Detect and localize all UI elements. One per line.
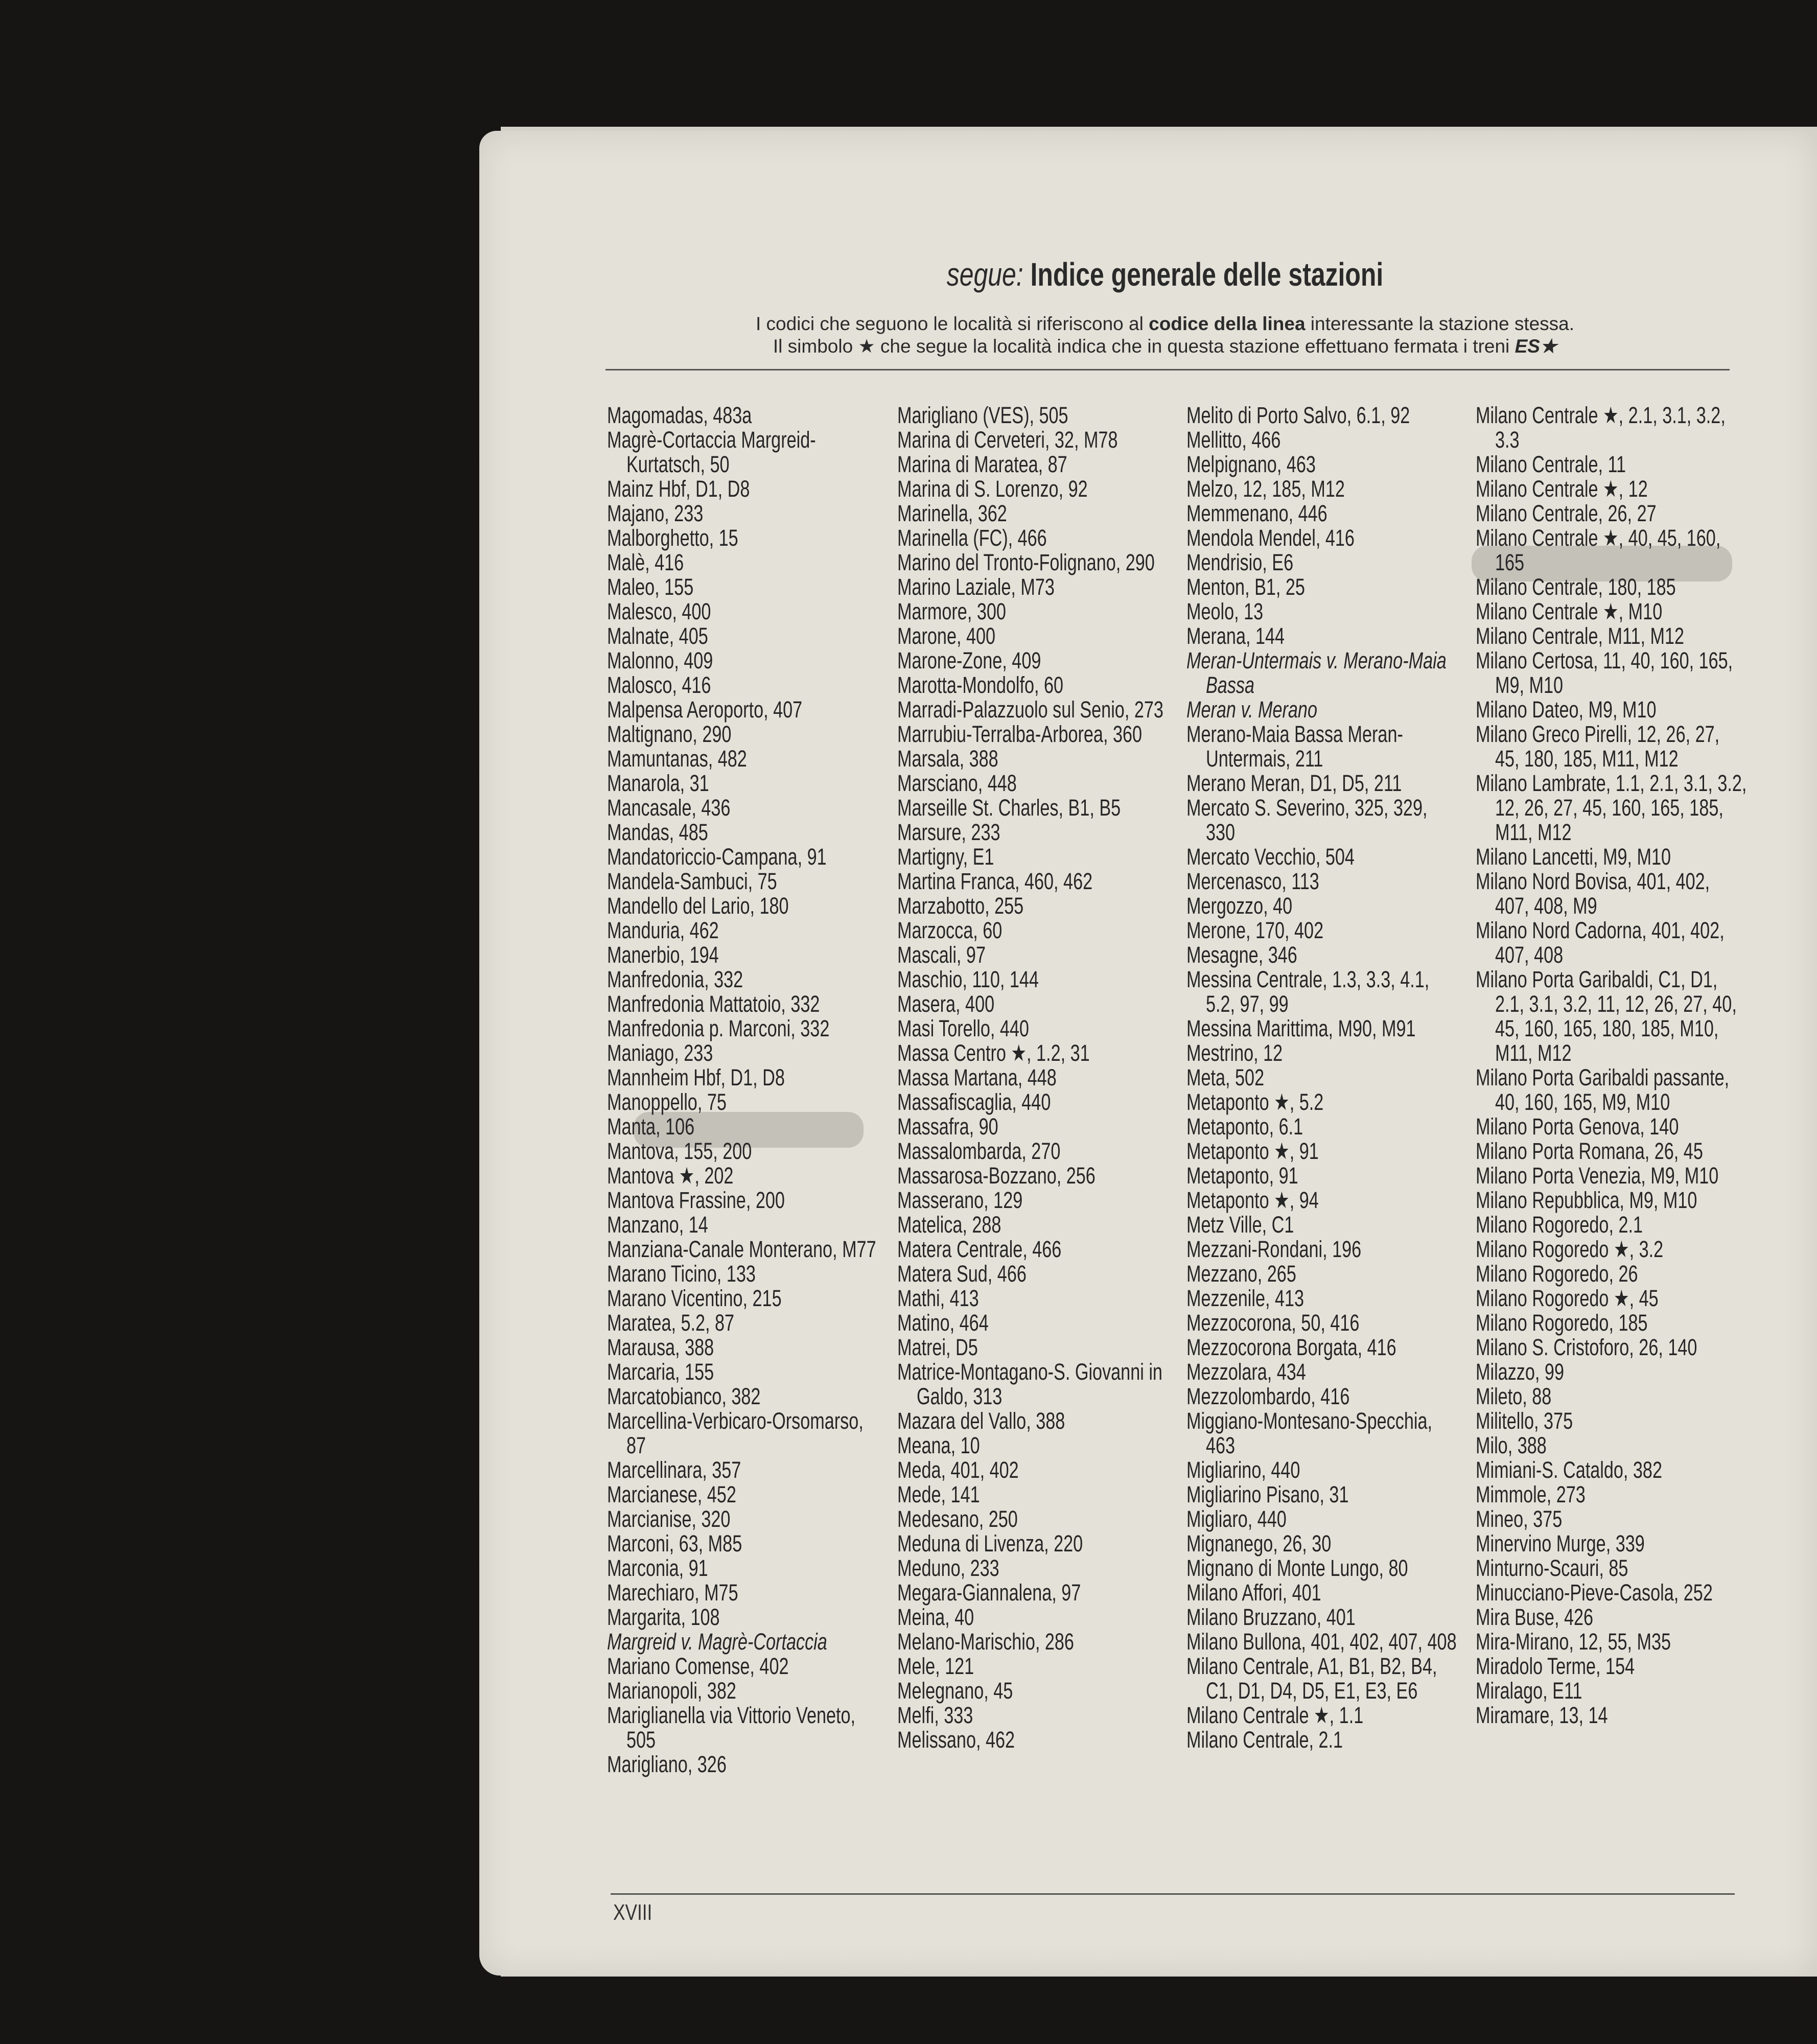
index-column-2: [897, 402, 1163, 1753]
index-entry: Milano Affori, 401: [1186, 1580, 1321, 1606]
index-entry: Militello, 375: [1476, 1408, 1573, 1434]
index-column-1: [607, 402, 876, 1777]
index-entry: Migliaro, 440: [1186, 1506, 1287, 1532]
index-entry: Mariglianella via Vittorio Veneto, 505: [607, 1702, 856, 1753]
index-entry: Marcellina-Verbicaro-Orsomarso, 87: [607, 1408, 864, 1458]
index-entry: Malonno, 409: [607, 647, 713, 673]
index-entry: Mercato S. Severino, 325, 329, 330: [1186, 795, 1428, 845]
index-entry: Mandas, 485: [607, 819, 708, 845]
index-entry: Marcianese, 452: [607, 1481, 736, 1507]
index-entry: Milano Rogoredo, 185: [1476, 1310, 1648, 1336]
index-entry: Matrei, D5: [897, 1334, 978, 1360]
index-entry: Milano Centrale ★, 40, 45, 160, 165: [1476, 525, 1721, 575]
index-entry: Massalombarda, 270: [897, 1138, 1061, 1164]
index-entry: Manfredonia Mattatoio, 332: [607, 991, 820, 1017]
index-entry: Milano Centrale, 2.1: [1186, 1727, 1343, 1753]
index-entry: Marzocca, 60: [897, 917, 1003, 943]
index-entry: Marsala, 388: [897, 746, 998, 772]
index-entry: Meana, 10: [897, 1432, 980, 1458]
index-entry: Masera, 400: [897, 991, 995, 1017]
index-entry: Mesagne, 346: [1186, 942, 1297, 968]
index-entry: Mendola Mendel, 416: [1186, 525, 1355, 551]
index-entry: Matino, 464: [897, 1310, 989, 1336]
index-entry: Marcaria, 155: [607, 1359, 714, 1385]
index-entry: Malosco, 416: [607, 672, 711, 698]
index-entry: Manziana-Canale Monterano, M77: [607, 1236, 876, 1262]
index-entry: Margarita, 108: [607, 1604, 720, 1630]
index-entry: Milano Rogoredo, 26: [1476, 1261, 1638, 1287]
index-entry: Marino Laziale, M73: [897, 574, 1055, 600]
index-entry: Milano Centrale, 180, 185: [1476, 574, 1676, 600]
index-entry: Milano Centrale ★, 12: [1476, 476, 1648, 502]
index-entry: Metaponto, 91: [1186, 1163, 1298, 1189]
index-entry: Merano-Maia Bassa Meran-Untermais, 211: [1186, 721, 1403, 772]
index-entry: Mantova Frassine, 200: [607, 1187, 785, 1213]
index-entry: Mantova ★, 202: [607, 1163, 734, 1189]
index-entry: Martina Franca, 460, 462: [897, 868, 1093, 894]
index-entry: Miramare, 13, 14: [1476, 1702, 1608, 1728]
index-entry: Milano Rogoredo, 2.1: [1476, 1212, 1643, 1238]
index-entry: Maratea, 5.2, 87: [607, 1310, 735, 1336]
index-entry: Milano Centrale, A1, B1, B2, B4, C1, D1, D4, D5, E1, E3, E6: [1186, 1653, 1437, 1704]
index-entry: Marinella (FC), 466: [897, 525, 1047, 551]
index-entry: Manerbio, 194: [607, 942, 719, 968]
index-entry: Milano Certosa, 11, 40, 160, 165, M9, M10: [1476, 647, 1733, 698]
index-entry: Milano S. Cristoforo, 26, 140: [1476, 1334, 1697, 1360]
index-entry: Mezzani-Rondani, 196: [1186, 1236, 1362, 1262]
index-entry: Marianopoli, 382: [607, 1678, 736, 1704]
index-entry: Melzo, 12, 185, M12: [1186, 476, 1345, 502]
index-entry: Minervino Murge, 339: [1476, 1530, 1645, 1557]
index-entry: Milano Repubblica, M9, M10: [1476, 1187, 1697, 1213]
index-entry: Milazzo, 99: [1476, 1359, 1564, 1385]
index-entry: Milano Rogoredo ★, 45: [1476, 1285, 1659, 1311]
index-entry: Meda, 401, 402: [897, 1457, 1019, 1483]
index-entry: Merone, 170, 402: [1186, 917, 1324, 943]
index-entry: Metaponto ★, 94: [1186, 1187, 1319, 1213]
index-entry: Massa Martana, 448: [897, 1064, 1057, 1090]
index-entry: Metaponto, 6.1: [1186, 1113, 1303, 1140]
index-entry: Mendrisio, E6: [1186, 549, 1294, 575]
index-entry: Mathi, 413: [897, 1285, 979, 1311]
es-logo: ES★: [1515, 336, 1557, 357]
index-entry: Mandello del Lario, 180: [607, 893, 789, 919]
index-entry: Meina, 40: [897, 1604, 974, 1630]
index-entry: Marotta-Mondolfo, 60: [897, 672, 1064, 698]
index-entry: Migliarino, 440: [1186, 1457, 1300, 1483]
index-entry: Mamuntanas, 482: [607, 746, 747, 772]
index-entry: Marsciano, 448: [897, 770, 1017, 796]
index-entry: Milo, 388: [1476, 1432, 1547, 1458]
index-entry: Minturno-Scauri, 85: [1476, 1555, 1628, 1581]
index-entry: Matera Centrale, 466: [897, 1236, 1062, 1262]
index-entry: Menton, B1, 25: [1186, 574, 1305, 600]
index-entry: Melpignano, 463: [1186, 451, 1316, 477]
index-entry: Martigny, E1: [897, 844, 994, 870]
index-entry: Manta, 106: [607, 1113, 695, 1140]
index-entry: Milano Centrale ★, 2.1, 3.1, 3.2, 3.3: [1476, 402, 1726, 453]
index-entry: Mergozzo, 40: [1186, 893, 1293, 919]
index-entry: Maniago, 233: [607, 1040, 713, 1066]
index-entry: Marmore, 300: [897, 598, 1006, 624]
index-entry: Marano Ticino, 133: [607, 1261, 756, 1287]
index-entry: Milano Dateo, M9, M10: [1476, 696, 1657, 723]
index-entry: Milano Nord Cadorna, 401, 402, 407, 408: [1476, 917, 1725, 968]
index-entry: Marsure, 233: [897, 819, 1000, 845]
intro-text: Il simbolo ★ che segue la località indica che in questa stazione effettuano fermata i treni: [773, 336, 1515, 357]
index-entry: Maltignano, 290: [607, 721, 732, 747]
index-entry: Manduria, 462: [607, 917, 719, 943]
index-entry: Manfredonia, 332: [607, 966, 743, 992]
index-entry: Marina di Cerveteri, 32, M78: [897, 427, 1118, 453]
index-entry: Marconia, 91: [607, 1555, 708, 1581]
index-entry: Mandatoriccio-Campana, 91: [607, 844, 827, 870]
index-entry: Meran v. Merano: [1186, 696, 1317, 723]
index-entry: Melito di Porto Salvo, 6.1, 92: [1186, 402, 1410, 428]
index-entry: Malesco, 400: [607, 598, 711, 624]
index-entry: Masserano, 129: [897, 1187, 1023, 1213]
index-entry: Marrubiu-Terralba-Arborea, 360: [897, 721, 1143, 747]
index-entry: Milano Bullona, 401, 402, 407, 408: [1186, 1629, 1457, 1655]
index-entry: Meta, 502: [1186, 1064, 1265, 1090]
index-entry: Mignano di Monte Lungo, 80: [1186, 1555, 1408, 1581]
index-entry: Marone-Zone, 409: [897, 647, 1041, 673]
index-entry: Milano Bruzzano, 401: [1186, 1604, 1356, 1630]
index-entry: Milano Lambrate, 1.1, 2.1, 3.1, 3.2, 12, 26, 27, 45, 160, 165, 185, M11, M12: [1476, 770, 1747, 845]
index-entry: Milano Porta Romana, 26, 45: [1476, 1138, 1703, 1164]
title-prefix: segue:: [946, 256, 1023, 293]
index-entry: Mazara del Vallo, 388: [897, 1408, 1065, 1434]
index-entry: Medesano, 250: [897, 1506, 1018, 1532]
index-entry: Mantova, 155, 200: [607, 1138, 752, 1164]
index-entry: Miradolo Terme, 154: [1476, 1653, 1635, 1679]
index-entry: Massafiscaglia, 440: [897, 1089, 1051, 1115]
intro-bold: codice della linea: [1149, 313, 1306, 334]
index-entry: Milano Porta Garibaldi passante, 40, 160, 165, M9, M10: [1476, 1064, 1730, 1115]
index-entry: Meolo, 13: [1186, 598, 1264, 624]
index-entry: Meduna di Livenza, 220: [897, 1530, 1083, 1557]
index-entry: Melegnano, 45: [897, 1678, 1013, 1704]
index-entry: Marinella, 362: [897, 500, 1007, 526]
top-rule: [605, 369, 1730, 370]
index-entry: Meran-Untermais v. Merano-Maia Bassa: [1186, 647, 1447, 698]
index-entry: Marigliano (VES), 505: [897, 402, 1068, 428]
index-entry: Maleo, 155: [607, 574, 694, 600]
index-entry: Milano Centrale, M11, M12: [1476, 623, 1685, 649]
index-entry: Mezzano, 265: [1186, 1261, 1296, 1287]
index-entry: Manzano, 14: [607, 1212, 708, 1238]
page-header: [603, 256, 1727, 358]
index-entry: Milano Porta Genova, 140: [1476, 1113, 1679, 1140]
index-column-3: [1186, 402, 1457, 1753]
page-number: XVIII: [613, 1900, 653, 1925]
index-entry: Marcatobianco, 382: [607, 1383, 761, 1409]
index-entry: Mimiani-S. Cataldo, 382: [1476, 1457, 1662, 1483]
index-entry: Marina di Maratea, 87: [897, 451, 1067, 477]
index-entry: Marigliano, 326: [607, 1751, 727, 1777]
index-entry: Metaponto ★, 91: [1186, 1138, 1319, 1164]
index-entry: Milano Lancetti, M9, M10: [1476, 844, 1671, 870]
index-entry: Melfi, 333: [897, 1702, 973, 1728]
index-entry: Milano Porta Venezia, M9, M10: [1476, 1163, 1719, 1189]
index-entry: Malpensa Aeroporto, 407: [607, 696, 803, 723]
index-entry: Milano Porta Garibaldi, C1, D1, 2.1, 3.1, 3.2, 11, 12, 26, 27, 40, 45, 160, 165, 180, 185, M10, M11, M12: [1476, 966, 1737, 1066]
index-entry: Massafra, 90: [897, 1113, 998, 1140]
index-entry: Mezzocorona, 50, 416: [1186, 1310, 1360, 1336]
index-entry: Mannheim Hbf, D1, D8: [607, 1064, 785, 1090]
title-main: Indice generale delle stazioni: [1030, 256, 1384, 293]
intro-line-1: [603, 313, 1727, 335]
index-entry: Magrè-Cortaccia Margreid-Kurtatsch, 50: [607, 427, 816, 477]
index-entry: Milano Centrale ★, M10: [1476, 598, 1663, 624]
index-entry: Marina di S. Lorenzo, 92: [897, 476, 1088, 502]
index-entry: Mineo, 375: [1476, 1506, 1563, 1532]
index-entry: Malè, 416: [607, 549, 684, 575]
intro-text: I codici che seguono le località si riferiscono al: [755, 313, 1149, 334]
index-entry: Milano Centrale, 11: [1476, 451, 1626, 477]
index-entry: Mezzolombardo, 416: [1186, 1383, 1350, 1409]
index-entry: Massarosa-Bozzano, 256: [897, 1163, 1096, 1189]
index-entry: Marano Vicentino, 215: [607, 1285, 782, 1311]
index-entry: Miralago, E11: [1476, 1678, 1582, 1704]
index-entry: Marconi, 63, M85: [607, 1530, 742, 1557]
index-entry: Matera Sud, 466: [897, 1261, 1027, 1287]
index-entry: Masi Torello, 440: [897, 1015, 1029, 1041]
index-entry: Milano Centrale, 26, 27: [1476, 500, 1657, 526]
index-entry: Miggiano-Montesano-Specchia, 463: [1186, 1408, 1432, 1458]
index-entry: Mezzolara, 434: [1186, 1359, 1306, 1385]
index-entry: Metz Ville, C1: [1186, 1212, 1294, 1238]
index-entry: Manfredonia p. Marconi, 332: [607, 1015, 830, 1041]
index-entry: Melano-Marischio, 286: [897, 1629, 1074, 1655]
index-entry: Marausa, 388: [607, 1334, 714, 1360]
index-entry: Marcianise, 320: [607, 1506, 731, 1532]
index-entry: Mainz Hbf, D1, D8: [607, 476, 750, 502]
index-entry: Mira-Mirano, 12, 55, M35: [1476, 1629, 1671, 1655]
index-entry: Mileto, 88: [1476, 1383, 1552, 1409]
index-entry: Milano Nord Bovisa, 401, 402, 407, 408, M9: [1476, 868, 1710, 919]
index-entry: Marechiaro, M75: [607, 1580, 738, 1606]
index-entry: Mede, 141: [897, 1481, 980, 1507]
index-entry: Mignanego, 26, 30: [1186, 1530, 1332, 1557]
index-entry: Maschio, 110, 144: [897, 966, 1039, 992]
index-entry: Migliarino Pisano, 31: [1186, 1481, 1349, 1507]
index-entry: Merana, 144: [1186, 623, 1285, 649]
index-entry: Massa Centro ★, 1.2, 31: [897, 1040, 1090, 1066]
page-title: [727, 256, 1603, 293]
index-entry: Mercenasco, 113: [1186, 868, 1319, 894]
index-entry: Melissano, 462: [897, 1727, 1015, 1753]
index-entry: Marcellinara, 357: [607, 1457, 741, 1483]
index-entry: Milano Rogoredo ★, 3.2: [1476, 1236, 1664, 1262]
index-entry: Mancasale, 436: [607, 795, 731, 821]
index-entry: Mimmole, 273: [1476, 1481, 1586, 1507]
index-entry: Megara-Giannalena, 97: [897, 1580, 1081, 1606]
index-entry: Messina Marittima, M90, M91: [1186, 1015, 1416, 1041]
index-entry: Mariano Comense, 402: [607, 1653, 789, 1679]
index-entry: Mezzenile, 413: [1186, 1285, 1304, 1311]
intro-text: interessante la stazione stessa.: [1305, 313, 1575, 334]
index-entry: Metaponto ★, 5.2: [1186, 1089, 1324, 1115]
index-entry: Marradi-Palazzuolo sul Senio, 273: [897, 696, 1163, 723]
index-entry: Mascali, 97: [897, 942, 986, 968]
index-entry: Manarola, 31: [607, 770, 709, 796]
index-entry: Merano Meran, D1, D5, 211: [1186, 770, 1402, 796]
index-entry: Marino del Tronto-Folignano, 290: [897, 549, 1155, 575]
index-entry: Milano Centrale ★, 1.1: [1186, 1702, 1364, 1728]
index-entry: Malborghetto, 15: [607, 525, 738, 551]
index-entry: Matelica, 288: [897, 1212, 1001, 1238]
intro-line-2: [603, 335, 1727, 358]
index-entry: Mira Buse, 426: [1476, 1604, 1594, 1630]
bottom-rule: [611, 1893, 1735, 1895]
index-entry: Mele, 121: [897, 1653, 974, 1679]
index-entry: Manoppello, 75: [607, 1089, 727, 1115]
index-entry: Mestrino, 12: [1186, 1040, 1283, 1066]
index-entry: Memmenano, 446: [1186, 500, 1327, 526]
index-entry: Majano, 233: [607, 500, 704, 526]
index-entry: Marzabotto, 255: [897, 893, 1024, 919]
index-entry: Messina Centrale, 1.3, 3.3, 4.1, 5.2, 97, 99: [1186, 966, 1430, 1017]
index-entry: Matrice-Montagano-S. Giovanni in Galdo, 313: [897, 1359, 1162, 1409]
index-entry: Margreid v. Magrè-Cortaccia: [607, 1629, 827, 1655]
index-entry: Mercato Vecchio, 504: [1186, 844, 1355, 870]
index-entry: Marone, 400: [897, 623, 996, 649]
index-entry: Mellitto, 466: [1186, 427, 1281, 453]
index-entry: Milano Greco Pirelli, 12, 26, 27, 45, 180, 185, M11, M12: [1476, 721, 1720, 772]
index-entry: Malnate, 405: [607, 623, 708, 649]
index-entry: Meduno, 233: [897, 1555, 999, 1581]
index-entry: Marseille St. Charles, B1, B5: [897, 795, 1121, 821]
index-entry: Magomadas, 483a: [607, 402, 752, 428]
index-column-4: [1476, 402, 1747, 1728]
index-entry: Mandela-Sambuci, 75: [607, 868, 777, 894]
index-entry: Mezzocorona Borgata, 416: [1186, 1334, 1396, 1360]
index-entry: Minucciano-Pieve-Casola, 252: [1476, 1580, 1713, 1606]
